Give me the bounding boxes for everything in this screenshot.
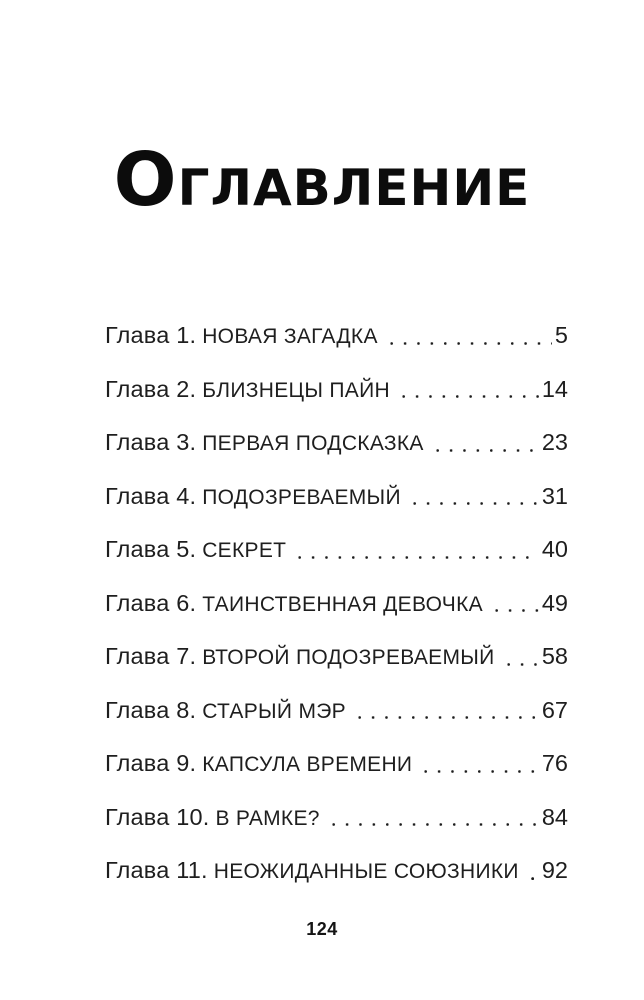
dot-leader bbox=[327, 804, 539, 832]
chapter-page-number: 49 bbox=[541, 589, 568, 616]
toc-entry bbox=[105, 483, 568, 511]
toc-entry bbox=[105, 536, 568, 564]
chapter-title: НЕОЖИДАННЫЕ СОЮЗНИКИ bbox=[213, 860, 519, 883]
chapter-page-number: 5 bbox=[554, 322, 568, 348]
chapter-title: КАПСУЛА ВРЕМЕНИ bbox=[202, 753, 413, 776]
toc-entry-text bbox=[105, 590, 483, 617]
chapter-page-number: 31 bbox=[541, 482, 568, 509]
chapter-label: Глава 4. bbox=[105, 482, 197, 509]
chapter-label: Глава 5. bbox=[105, 536, 197, 562]
chapter-label: Глава 11. bbox=[105, 857, 208, 883]
footer-page-number: 124 bbox=[306, 919, 338, 939]
dot-leader bbox=[490, 590, 539, 618]
chapter-title: В РАМКЕ? bbox=[215, 806, 320, 830]
dot-leader bbox=[431, 429, 539, 457]
chapter-label: Глава 2. bbox=[105, 375, 197, 402]
dot-leader bbox=[293, 536, 539, 564]
dot-leader bbox=[526, 857, 539, 885]
chapter-page-number: 76 bbox=[541, 750, 568, 776]
dot-leader bbox=[385, 322, 552, 350]
toc-entry-text bbox=[105, 429, 424, 456]
toc-entry-text bbox=[105, 376, 390, 403]
chapter-page-number: 23 bbox=[541, 429, 568, 455]
chapter-label: Глава 6. bbox=[105, 589, 197, 616]
toc-entry bbox=[105, 804, 568, 832]
toc-entry-text bbox=[105, 322, 378, 349]
toc-entry bbox=[105, 590, 568, 618]
toc-entry-text bbox=[105, 643, 495, 670]
toc-entry bbox=[105, 376, 568, 404]
toc-entry-text bbox=[105, 536, 286, 563]
chapter-title: ПЕРВАЯ ПОДСКАЗКА bbox=[202, 432, 424, 455]
dot-leader bbox=[408, 483, 539, 511]
dot-leader bbox=[419, 750, 539, 778]
toc-entry-text bbox=[105, 750, 412, 777]
chapter-title: НОВАЯ ЗАГАДКА bbox=[202, 325, 378, 348]
chapter-label: Глава 7. bbox=[105, 643, 197, 669]
chapter-title: ПОДОЗРЕВАЕМЫЙ bbox=[202, 485, 401, 509]
chapter-label: Глава 3. bbox=[105, 429, 197, 455]
chapter-page-number: 58 bbox=[541, 643, 568, 669]
dot-leader bbox=[397, 376, 539, 404]
chapter-title: ВТОРОЙ ПОДОЗРЕВАЕМЫЙ bbox=[202, 646, 495, 669]
chapter-label: Глава 1. bbox=[105, 322, 197, 348]
toc-entry bbox=[105, 429, 568, 457]
chapter-page-number: 84 bbox=[541, 803, 568, 830]
toc-entry bbox=[105, 322, 568, 350]
chapter-page-number: 67 bbox=[541, 696, 568, 723]
chapter-title: ТАИНСТВЕННАЯ ДЕВОЧКА bbox=[202, 592, 483, 616]
chapter-title: СЕКРЕТ bbox=[202, 539, 287, 562]
dot-leader bbox=[502, 643, 539, 671]
page-title: ОГЛАВЛЕНИЕ bbox=[113, 137, 531, 223]
toc-entry-text bbox=[105, 483, 401, 510]
toc-entry-text bbox=[105, 697, 346, 724]
toc-entry bbox=[105, 643, 568, 671]
toc-entry-text bbox=[105, 857, 519, 884]
chapter-page-number: 40 bbox=[541, 536, 568, 562]
toc-entry bbox=[105, 750, 568, 778]
toc-entry bbox=[105, 697, 568, 725]
toc-list bbox=[105, 322, 568, 885]
chapter-label: Глава 8. bbox=[105, 696, 197, 723]
chapter-label: Глава 9. bbox=[105, 750, 197, 776]
toc-entry-text bbox=[105, 804, 320, 831]
chapter-page-number: 92 bbox=[541, 857, 568, 883]
chapter-page-number: 14 bbox=[541, 375, 568, 402]
dot-leader bbox=[353, 697, 539, 725]
chapter-label: Глава 10. bbox=[105, 803, 210, 830]
toc-entry bbox=[105, 857, 568, 885]
chapter-title: БЛИЗНЕЦЫ ПАЙН bbox=[202, 378, 390, 402]
chapter-title: СТАРЫЙ МЭР bbox=[202, 699, 346, 723]
